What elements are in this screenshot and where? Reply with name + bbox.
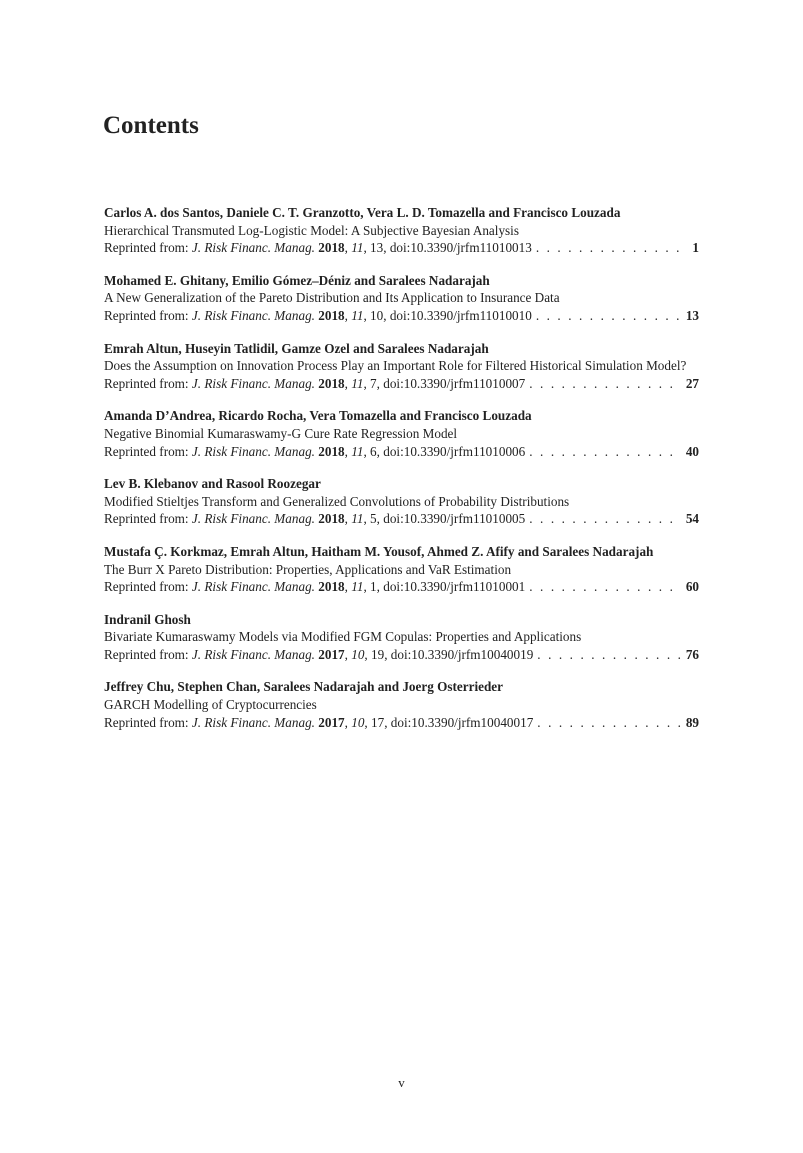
- entry-page-number: 54: [685, 511, 699, 527]
- entry-year: 2017: [318, 714, 345, 730]
- entry-year: 2017: [318, 646, 345, 662]
- entry-article: 10: [370, 307, 384, 323]
- journal-name: J. Risk Financ. Manag.: [191, 646, 315, 662]
- dot-leader: [536, 307, 681, 325]
- entry-page-number: 89: [685, 714, 699, 730]
- reprint-prefix: Reprinted from:: [104, 646, 192, 662]
- reprint-prefix: Reprinted from:: [104, 240, 192, 256]
- entry-authors: Carlos A. dos Santos, Daniele C. T. Granzotto, Vera L. D. Tomazella and Francisco Louzada: [104, 205, 621, 220]
- reprint-prefix: Reprinted from:: [104, 579, 192, 595]
- entry-page-number: 1: [692, 240, 699, 256]
- toc-entry[interactable]: [104, 475, 699, 528]
- entry-year: 2018: [318, 443, 345, 459]
- entry-authors: Indranil Ghosh: [104, 611, 191, 627]
- entry-page-number: 27: [685, 375, 699, 391]
- table-of-contents: [104, 204, 699, 746]
- toc-entry[interactable]: [104, 272, 699, 325]
- entry-year: 2018: [318, 375, 345, 391]
- entry-authors: Mohamed E. Ghitany, Emilio Gómez–Déniz and Saralees Nadarajah: [104, 272, 490, 288]
- entry-article: 7: [370, 375, 377, 391]
- entry-title: The Burr X Pareto Distribution: Properties, Applications and VaR Estimation: [104, 561, 512, 577]
- dot-leader: [537, 714, 681, 732]
- reprint-prefix: Reprinted from:: [104, 375, 192, 391]
- entry-volume: 11: [351, 375, 364, 391]
- journal-name: J. Risk Financ. Manag.: [191, 375, 315, 391]
- entry-article: 17: [371, 714, 385, 730]
- entry-title: Does the Assumption on Innovation Process Play an Important Role for Filtered Historical Simulation Model?: [104, 358, 687, 374]
- entry-article: 5: [370, 511, 377, 527]
- dot-leader: [529, 443, 681, 461]
- entry-authors: Emrah Altun, Huseyin Tatlidil, Gamze Ozel and Saralees Nadarajah: [104, 340, 489, 356]
- entry-doi: doi:10.3390/jrfm11010006: [383, 443, 526, 459]
- reprint-prefix: Reprinted from:: [104, 443, 192, 459]
- dot-leader: [529, 375, 681, 393]
- entry-volume: 11: [351, 240, 364, 256]
- entry-article: 6: [370, 443, 377, 459]
- entry-page-number: 60: [685, 579, 699, 595]
- dot-leader: [537, 646, 681, 664]
- journal-name: J. Risk Financ. Manag.: [191, 443, 315, 459]
- entry-doi: doi:10.3390/jrfm11010001: [383, 579, 526, 595]
- toc-entry[interactable]: [104, 611, 699, 664]
- dot-leader: [536, 239, 681, 257]
- entry-doi: doi:10.3390/jrfm11010013: [389, 240, 532, 256]
- entry-year: 2018: [318, 240, 345, 256]
- entry-title: Bivariate Kumaraswamy Models via Modified FGM Copulas: Properties and Applications: [104, 629, 582, 645]
- entry-doi: doi:10.3390/jrfm10040019: [390, 646, 534, 662]
- entry-reference: Reprinted from: J. Risk Financ. Manag. 2018, 11, 5, doi:10.3390/jrfm11010005 . . . 54: [104, 510, 699, 528]
- journal-name: J. Risk Financ. Manag.: [191, 714, 315, 730]
- entry-reference: Reprinted from: J. Risk Financ. Manag. 2018, 11, 13, doi:10.3390/jrfm11010013 . . . 1: [104, 239, 699, 257]
- dot-leader: [529, 578, 681, 596]
- entry-authors: Jeffrey Chu, Stephen Chan, Saralees Nadarajah and Joerg Osterrieder: [104, 679, 504, 695]
- entry-authors: Mustafa Ç. Korkmaz, Emrah Altun, Haitham M. Yousof, Ahmed Z. Afify and Saralees Nadarajah: [104, 543, 654, 559]
- journal-name: J. Risk Financ. Manag.: [191, 579, 315, 595]
- entry-reference: Reprinted from: J. Risk Financ. Manag. 2018, 11, 7, doi:10.3390/jrfm11010007 . . . 27: [104, 375, 699, 393]
- entry-page-number: 76: [685, 646, 699, 662]
- dot-leader: [529, 510, 681, 528]
- entry-volume: 10: [351, 714, 365, 730]
- journal-name: J. Risk Financ. Manag.: [191, 307, 315, 323]
- entry-volume: 11: [351, 579, 364, 595]
- reprint-prefix: Reprinted from:: [104, 511, 192, 527]
- entry-title: A New Generalization of the Pareto Distribution and Its Application to Insurance Data: [104, 290, 560, 306]
- toc-entry[interactable]: [104, 407, 699, 460]
- entry-doi: doi:10.3390/jrfm11010007: [383, 375, 526, 391]
- page-title: Contents: [103, 112, 199, 139]
- journal-name: J. Risk Financ. Manag.: [191, 240, 315, 256]
- toc-entry[interactable]: [104, 678, 699, 731]
- entry-doi: doi:10.3390/jrfm11010005: [383, 511, 526, 527]
- entry-reference: Reprinted from: J. Risk Financ. Manag. 2017, 10, 19, doi:10.3390/jrfm10040019 . . . 76: [104, 646, 699, 664]
- entry-year: 2018: [318, 511, 345, 527]
- toc-entry[interactable]: [104, 204, 699, 257]
- entry-year: 2018: [318, 579, 345, 595]
- entry-page-number: 13: [685, 307, 699, 323]
- entry-volume: 10: [351, 646, 365, 662]
- entry-authors: Lev B. Klebanov and Rasool Roozegar: [104, 476, 321, 492]
- entry-reference: Reprinted from: J. Risk Financ. Manag. 2017, 10, 17, doi:10.3390/jrfm10040017 . . . 89: [104, 714, 699, 732]
- entry-title: Hierarchical Transmuted Log-Logistic Model: A Subjective Bayesian Analysis: [104, 222, 519, 238]
- entry-volume: 11: [351, 511, 364, 527]
- entry-volume: 11: [351, 307, 364, 323]
- journal-name: J. Risk Financ. Manag.: [191, 511, 315, 527]
- entry-reference: Reprinted from: J. Risk Financ. Manag. 2018, 11, 1, doi:10.3390/jrfm11010001 . . . 60: [104, 578, 699, 596]
- entry-reference: Reprinted from: J. Risk Financ. Manag. 2018, 11, 10, doi:10.3390/jrfm11010010 . . . 13: [104, 307, 699, 325]
- entry-authors: Amanda D’Andrea, Ricardo Rocha, Vera Tomazella and Francisco Louzada: [104, 408, 532, 424]
- reprint-prefix: Reprinted from:: [104, 307, 192, 323]
- entry-article: 13: [370, 240, 384, 256]
- entry-doi: doi:10.3390/jrfm10040017: [390, 714, 534, 730]
- page-number: v: [398, 1075, 405, 1090]
- toc-entry[interactable]: [104, 543, 699, 596]
- entry-page-number: 40: [685, 443, 699, 459]
- entry-title: Modified Stieltjes Transform and Generalized Convolutions of Probability Distributions: [104, 493, 570, 509]
- entry-year: 2018: [318, 307, 345, 323]
- entry-volume: 11: [351, 443, 364, 459]
- entry-doi: doi:10.3390/jrfm11010010: [389, 307, 532, 323]
- entry-title: Negative Binomial Kumaraswamy-G Cure Rate Regression Model: [104, 425, 458, 441]
- entry-reference: Reprinted from: J. Risk Financ. Manag. 2018, 11, 6, doi:10.3390/jrfm11010006 . . . 40: [104, 443, 699, 461]
- entry-article: 19: [371, 646, 385, 662]
- toc-entry[interactable]: [104, 340, 699, 393]
- reprint-prefix: Reprinted from:: [104, 714, 192, 730]
- entry-title: GARCH Modelling of Cryptocurrencies: [104, 697, 317, 713]
- entry-article: 1: [370, 579, 377, 595]
